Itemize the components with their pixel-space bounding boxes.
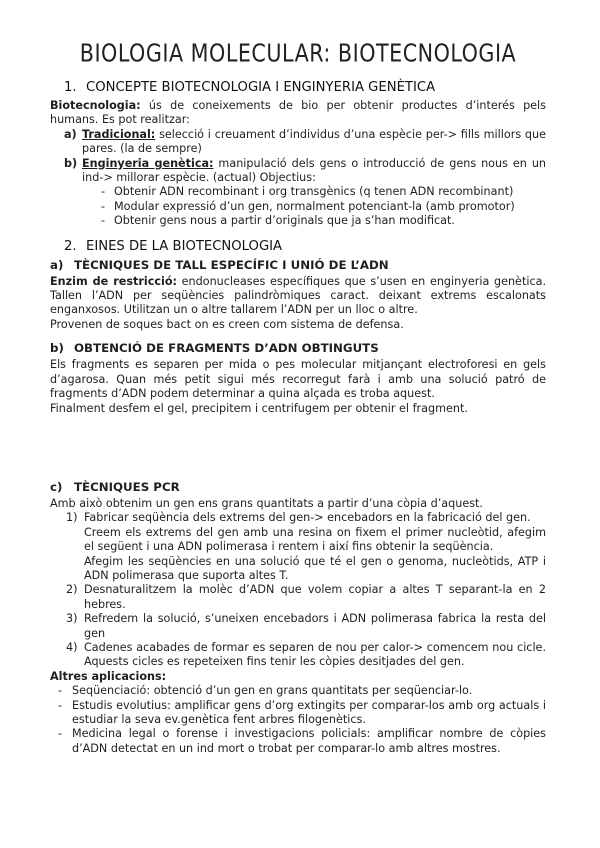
- subsection-a-heading: [50, 258, 546, 273]
- list-item: [50, 727, 546, 756]
- dash-marker: -: [58, 698, 63, 712]
- enzim-text: endonucleases específiques que s’usen en enginyeria genètica. Tallen l’ADN per seqüències palindròmiques caract. deixant extrems escalonats enganxosos. Utilitzan un o altre tallarem l’ADN per un lloc o altre.: [50, 274, 547, 317]
- list-item: [50, 185, 546, 199]
- biotech-types-list: [50, 128, 546, 186]
- biotecnologia-text: ús de coneixements de bio per obtenir productes d’interés pels humans. Es pot realitzar:: [50, 99, 546, 127]
- subsection-marker: a): [50, 257, 64, 272]
- subsection-marker: b): [50, 341, 64, 356]
- enzim-restriccio-paragraph: [50, 275, 546, 318]
- application-text: Estudis evolutius: amplificar gens d’org extingits per comparar-los amb org actuals i estudiar la seva ev.genètica fent arbres filogenètics.: [72, 698, 546, 726]
- subsection-title: TÈCNIQUES PCR: [74, 479, 180, 494]
- enzim-origin-paragraph: Provenen de soques bact on es creen com sistema de defensa.: [50, 317, 404, 331]
- pcr-steps-list: [50, 511, 546, 669]
- section-2-title: EINES DE LA BIOTECNOLOGIA: [86, 238, 283, 254]
- application-text: Seqüenciació: obtenció d’un gen en grans quantitats per seqüenciar-lo.: [72, 684, 473, 698]
- list-marker: b): [64, 156, 78, 170]
- list-item: [50, 157, 546, 186]
- step-line: Refredem la solució, s’uneixen encebadors i ADN polimerasa fabrica la resta del gen: [84, 612, 546, 640]
- dash-marker: -: [101, 185, 106, 199]
- enzim-term: Enzim de restricció:: [50, 274, 177, 288]
- objective-text: Obtenir ADN recombinant i org transgènics (q tenen ADN recombinant): [114, 185, 514, 199]
- list-marker: a): [64, 127, 77, 141]
- section-1-heading: [50, 80, 546, 96]
- section-2-heading: [50, 239, 546, 255]
- item-text: manipulació dels gens o introducció de gens nous en un ind-> millorar espècie. (actual) Objectius:: [82, 156, 547, 185]
- subsection-marker: c): [50, 479, 63, 494]
- section-1-title: CONCEPTE BIOTECNOLOGIA I ENGINYERIA GENÈTICA: [86, 80, 436, 95]
- item-term: Enginyeria genètica:: [82, 156, 214, 170]
- dash-marker: -: [101, 214, 106, 228]
- subsection-c-heading: [50, 480, 546, 495]
- list-item: [50, 641, 546, 670]
- subsection-title: OBTENCIÓ DE FRAGMENTS D’ADN OBTINGUTS: [74, 341, 379, 356]
- section-2-number: 2.: [64, 238, 77, 254]
- document-page: [50, 40, 546, 756]
- step-marker: 1): [66, 511, 78, 525]
- list-item: [50, 200, 546, 214]
- section-1-number: 1.: [64, 80, 77, 95]
- dash-marker: -: [101, 199, 106, 213]
- step-marker: 3): [66, 612, 78, 626]
- step-marker: 4): [66, 640, 78, 654]
- other-applications-list: [50, 684, 546, 756]
- list-item: [50, 684, 546, 698]
- dash-marker: -: [58, 727, 63, 741]
- biotecnologia-term: Biotecnologia:: [50, 99, 141, 112]
- objectives-list: [50, 185, 546, 228]
- biotecnologia-definition: [50, 99, 546, 128]
- list-item: [50, 214, 546, 228]
- document-title: BIOLOGIA MOLECULAR: BIOTECNOLOGIA: [79, 39, 517, 69]
- list-item: [50, 511, 546, 583]
- step-line: Afegim les seqüències en una solució que té el gen o genoma, nucleòtids, ATP i ADN polimerasa que suporta altes T.: [84, 554, 546, 582]
- subsection-b-heading: [50, 341, 546, 356]
- item-text: selecció i creuament d’individus d’una espècie per-> fills millors que pares. (la de sempre): [82, 127, 546, 156]
- item-term: Tradicional:: [82, 127, 156, 141]
- step-line: Desnaturalitzem la molèc d’ADN que volem copiar a altes T separant-la en 2 hebres.: [84, 583, 546, 611]
- pcr-intro: Amb això obtenim un gen ens grans quantitats a partir d’una còpia d’aquest.: [50, 496, 483, 510]
- step-marker: 2): [66, 583, 78, 597]
- other-applications-heading: Altres aplicacions:: [50, 669, 167, 683]
- subsection-title: TÈCNIQUES DE TALL ESPECÍFIC I UNIÓ DE L’ADN: [74, 257, 389, 272]
- list-item: [50, 583, 546, 612]
- step-line: Cadenes acabades de formar es separen de nou per calor-> comencem nou cicle. Aquests cicles es repeteixen fins tenir les còpies desitjades del gen.: [84, 640, 546, 669]
- objective-text: Obtenir gens nous a partir d’originals que ja s’han modificat.: [114, 214, 455, 228]
- step-line: Creem els extrems del gen amb una resina on fixem el primer nucleòtid, afegim el següent i una ADN polimerasa i rentem i així fins obtenir la seqüència.: [84, 525, 546, 554]
- objective-text: Modular expressió d’un gen, normalment potenciant-la (amb promotor): [114, 199, 515, 213]
- list-item: [50, 128, 546, 157]
- dash-marker: -: [58, 684, 63, 698]
- application-text: Medicina legal o forense i investigacions policials: amplificar nombre de còpies d’ADN detectat en un ind mort o trobat per comparar-lo amb altres mostres.: [72, 727, 546, 755]
- list-item: [50, 699, 546, 728]
- electroforesi-paragraph: Els fragments es separen per mida o pes molecular mitjançant electroforesi en gels d’agarosa. Quan més petit sigui més recorregut farà i amb una solució patró de fragments d’ADN podem determinar a quina alçada es troba aquest.: [50, 358, 546, 401]
- finalment-paragraph: Finalment desfem el gel, precipitem i centrifugem per obtenir el fragment.: [50, 401, 468, 415]
- list-item: [50, 612, 546, 641]
- step-line: Fabricar seqüència dels extrems del gen-> encebadors en la fabricació del gen.: [84, 511, 531, 525]
